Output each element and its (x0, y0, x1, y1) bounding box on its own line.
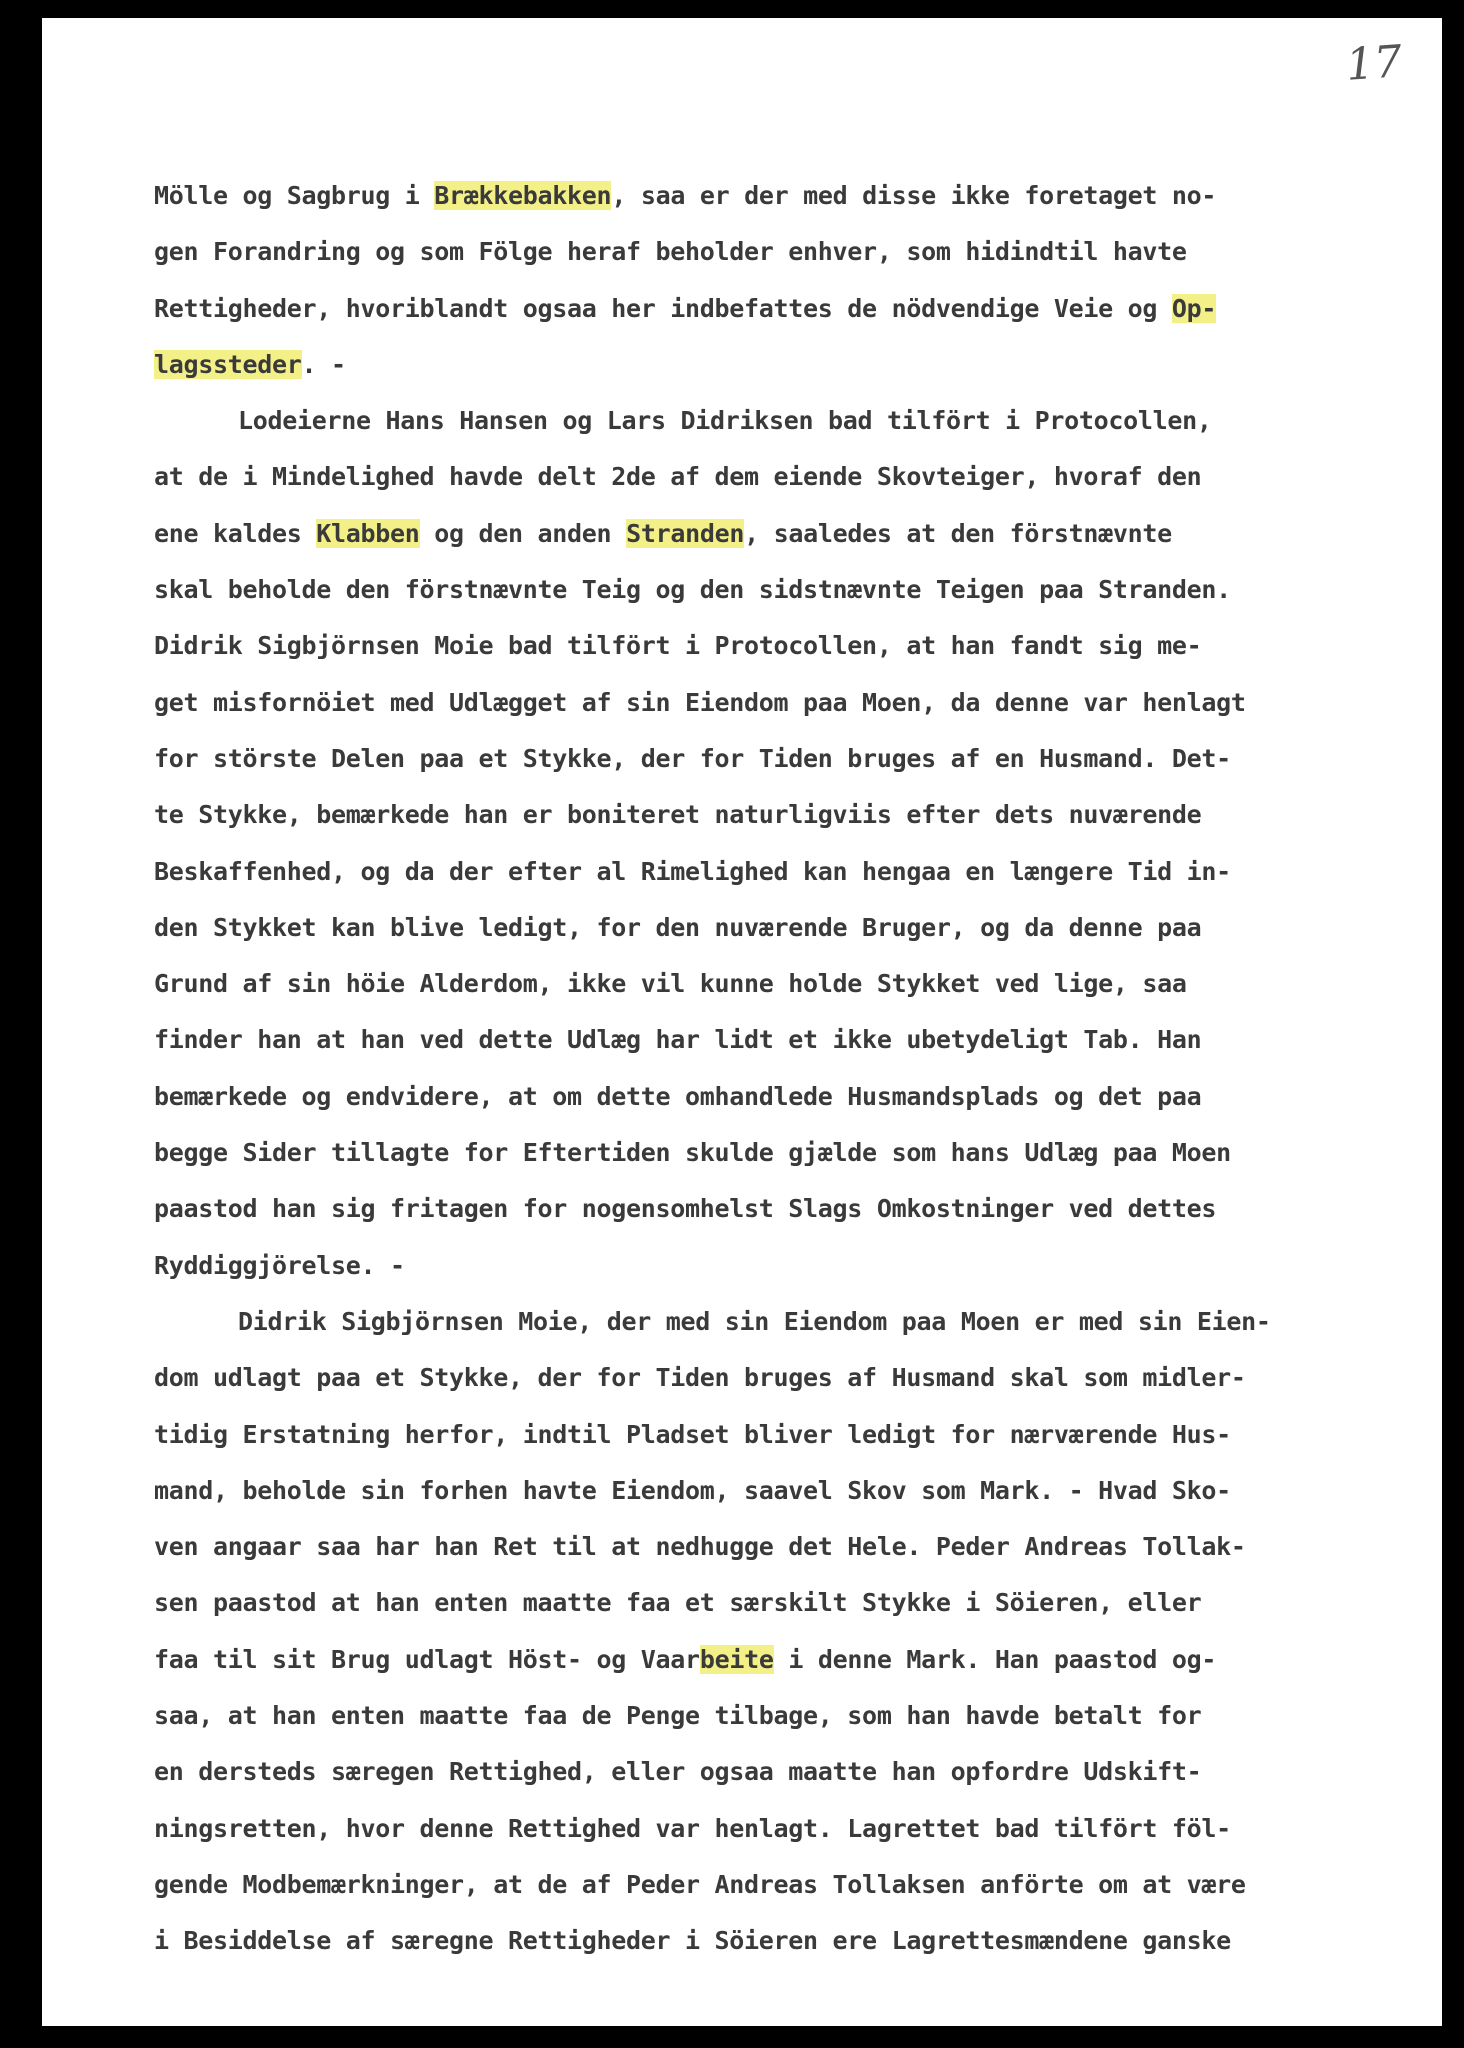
text-line (154, 1744, 1422, 1800)
text-run: Ryddiggjörelse. - (154, 1250, 405, 1280)
text-line (154, 393, 1422, 449)
highlighted-word: bakken (522, 181, 612, 210)
text-run: Didrik Sigbjörnsen Moie, der med sin Eiendom paa Moen er med sin Eien- (238, 1306, 1271, 1336)
text-run: paastod han sig fritagen for nogensomhelst Slags Omkostninger ved dettes (154, 1194, 1217, 1224)
text-line (154, 449, 1422, 505)
page-number: 17 (1344, 36, 1404, 91)
text-line (154, 337, 1422, 393)
text-run: gen Forandring og som Fölge heraf beholder enhver, som hidindtil havte (154, 237, 1187, 267)
document-text (154, 168, 1422, 1970)
text-line (154, 506, 1422, 562)
text-run: at de i Mindelighed havde delt 2de af dem eiende Skovteiger, hvoraf den (154, 462, 1202, 492)
text-run: og den anden (419, 518, 627, 548)
text-line (154, 900, 1422, 956)
text-run: Mölle og Sagbrug i (154, 181, 435, 210)
text-line (154, 1350, 1422, 1406)
text-run: bemærkede og endvidere, at om dette omhandlede Husmandsplads og det paa (154, 1081, 1202, 1111)
highlighted-word: Op- (1171, 293, 1217, 323)
text-run: begge Sider tillagte for Eftertiden skulde gjælde som hans Udlæg paa Moen (154, 1138, 1231, 1168)
highlighted-word: Stranden (626, 518, 745, 548)
text-line (154, 1069, 1422, 1125)
text-run: Grund af sin höie Alderdom, ikke vil kunne holde Stykket ved lige, saa (154, 969, 1187, 999)
text-run: skal beholde den förstnævnte Teig og den sidstnævnte Teigen paa Stranden. (154, 575, 1231, 605)
text-line (154, 1294, 1422, 1350)
text-line (154, 1238, 1422, 1294)
text-run: ven angaar saa har han Ret til at nedhugge det Hele. Peder Andreas Tollak- (154, 1532, 1246, 1562)
text-run: tidig Erstatning herfor, indtil Pladset bliver ledigt for nærværende Hus- (154, 1419, 1231, 1449)
text-run: finder han at han ved dette Udlæg har lidt et ikke ubetydeligt Tab. Han (154, 1025, 1202, 1055)
text-line (154, 787, 1422, 843)
text-run: . - (301, 349, 346, 379)
text-run: Lodeierne Hans Hansen og Lars Didriksen bad tilfört i Protocollen, (238, 406, 1212, 436)
text-run: en dersteds særegen Rettighed, eller ogsaa maatte han opfordre Udskift- (154, 1757, 1202, 1787)
text-run: saa, at han enten maatte faa de Penge tilbage, som han havde betalt for (154, 1701, 1202, 1731)
document-page (42, 18, 1442, 2026)
text-line (154, 1801, 1422, 1857)
text-run: , saaledes at den förstnævnte (744, 518, 1172, 548)
text-run: mand, beholde sin forhen havte Eiendom, saavel Skov som Mark. - Hvad Sko- (154, 1475, 1231, 1505)
text-line (154, 1125, 1422, 1181)
text-run: , saa er der med disse ikke foretaget no- (611, 181, 1217, 210)
text-line (154, 224, 1422, 280)
text-line (154, 1857, 1422, 1913)
text-run: faa til sit Brug udlagt Höst- og Vaar (154, 1644, 700, 1674)
text-line (154, 618, 1422, 674)
text-run: ningsretten, hvor denne Rettighed var henlagt. Lagrettet bad tilfört föl- (154, 1813, 1231, 1843)
text-line (154, 1913, 1422, 1969)
text-run: Didrik Sigbjörnsen Moie bad tilfört i Protocollen, at han fandt sig me- (154, 631, 1202, 661)
text-line (154, 844, 1422, 900)
text-run: te Stykke, bemærkede han er boniteret naturligviis efter dets nuværende (154, 800, 1202, 830)
text-run: dom udlagt paa et Stykke, der for Tiden bruges af Husmand skal som midler- (154, 1363, 1246, 1393)
text-run: get misfornöiet med Udlægget af sin Eiendom paa Moen, da denne var henlagt (154, 687, 1246, 717)
highlighted-word: beite (699, 1644, 774, 1674)
highlighted-word: Brække (434, 181, 523, 210)
text-run: Rettigheder, hvoriblandt ogsaa her indbefattes de nödvendige Veie og (154, 293, 1172, 323)
text-line (154, 1181, 1422, 1237)
text-line (154, 956, 1422, 1012)
text-line (154, 1688, 1422, 1744)
text-line (154, 675, 1422, 731)
text-run: ene kaldes (154, 518, 317, 548)
text-run: den Stykket kan blive ledigt, for den nuværende Bruger, og da denne paa (154, 912, 1202, 942)
text-run: sen paastod at han enten maatte faa et særskilt Stykke i Söieren, eller (154, 1588, 1202, 1618)
text-run: i denne Mark. Han paastod og- (773, 1644, 1217, 1674)
text-line (154, 1519, 1422, 1575)
text-run: Beskaffenhed, og da der efter al Rimelighed kan hengaa en længere Tid in- (154, 856, 1231, 886)
text-run: for störste Delen paa et Stykke, der for Tiden bruges af en Husmand. Det- (154, 743, 1231, 773)
text-run: i Besiddelse af særegne Rettigheder i Söieren ere Lagrettesmændene ganske (154, 1926, 1231, 1956)
text-run: gende Modbemærkninger, at de af Peder Andreas Tollaksen anförte om at være (154, 1869, 1246, 1899)
text-line (154, 1407, 1422, 1463)
text-line (154, 168, 1422, 224)
text-line (154, 1632, 1422, 1688)
text-line (154, 1463, 1422, 1519)
highlighted-word: lagssteder (154, 349, 302, 379)
text-line (154, 281, 1422, 337)
highlighted-word: Klabben (316, 518, 420, 548)
text-line (154, 1012, 1422, 1068)
text-line (154, 731, 1422, 787)
text-line (154, 1575, 1422, 1631)
text-line (154, 562, 1422, 618)
